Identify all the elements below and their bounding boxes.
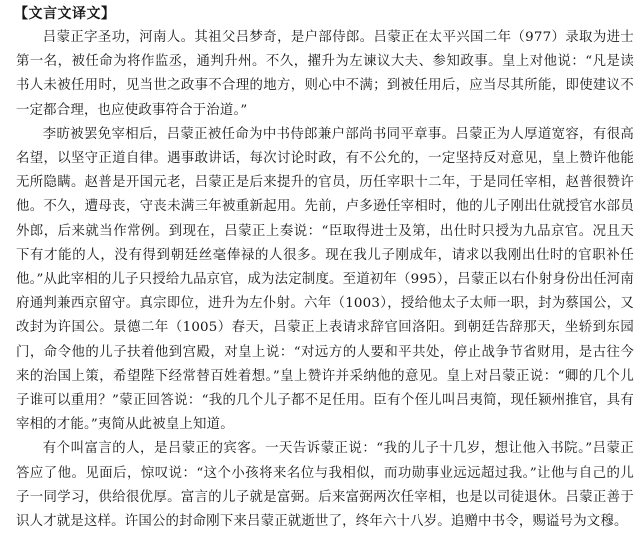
section-heading: 【文言文译文】 <box>14 6 116 22</box>
document-page <box>6 4 636 544</box>
paragraph-2: 李昉被罢免宰相后，吕蒙正被任命为中书侍郎兼户部尚书同平章事。吕蒙正为人厚道宽容，有很高名望，以坚守正道自律。遇事敢讲话，每次讨论时政，有不公允的，一定坚持反对意见，皇上赞许他能无所隐瞒。赵普是开国元老，吕蒙正是后来提升的官员，历任宰职十二年，于是同任宰相，赵普很赞许他。不久，遭母丧，守丧未满三年被重新起用。先前，卢多逊任宰相时，他的儿子刚出仕就授官水部员外郎，后来就当作常例。到现在，吕蒙正上奏说：“臣取得进士及第，出仕时只授为九品京官。况且天下有才能的人，没有得到朝廷丝毫俸禄的人很多。现在我儿子刚成年，请求以我刚出仕时的官职补任他。”从此宰相的儿子只授给九品京官，成为法定制度。至道初年（995），吕蒙正以右仆射身份出任河南府通判兼西京留守。真宗即位，进升为左仆射。六年（1003），授给他太子太师一职，封为蔡国公，又改封为许国公。景德二年（1005）春天，吕蒙正上表请求辞官回洛阳。到朝廷告辞那天，坐轿到东园门，命令他的儿子扶着他到宫殿，对皇上说：“对远方的人要和平共处，停止战争节省财用，是古往今来的治国上策，希望陛下经常替百姓着想。”皇上赞许并采纳他的意见。皇上对吕蒙正说：“卿的几个儿子谁可以重用？”蒙正回答说：“我的几个儿子都不足任用。臣有个侄儿叫吕夷简，现任颍州推官，具有宰相的才能。”夷简从此被皇上知道。 <box>16 126 634 433</box>
paragraph-3: 有个叫富言的人，是吕蒙正的宾客。一天告诉蒙正说：“我的儿子十几岁，想让他入书院。”吕蒙正答应了他。见面后，惊叹说：“这个小孩将来名位与我相似，而功勋事业远远超过我。”让他与自己的儿子一同学习，供给很优厚。富言的儿子就是富弼。后来富弼两次任宰相，也是以司徒退休。吕蒙正善于识人才就是这样。许国公的封命刚下来吕蒙正就逝世了，终年六十八岁。追赠中书令，赐谥号为文穆。 <box>16 441 634 530</box>
paragraph-1: 吕蒙正字圣功，河南人。其祖父吕梦奇，是户部侍郎。吕蒙正在太平兴国二年（977）录取为进士第一名，被任命为将作监丞，通判升州。不久，擢升为左谏议大夫、参知政事。皇上对他说：“凡是读书人未被任用时，见当世之政事不合理的地方，则心中不满；到被任用后，应当尽其所能，即使建议不一定都合理，也应使政事符合于治道。” <box>16 30 634 118</box>
